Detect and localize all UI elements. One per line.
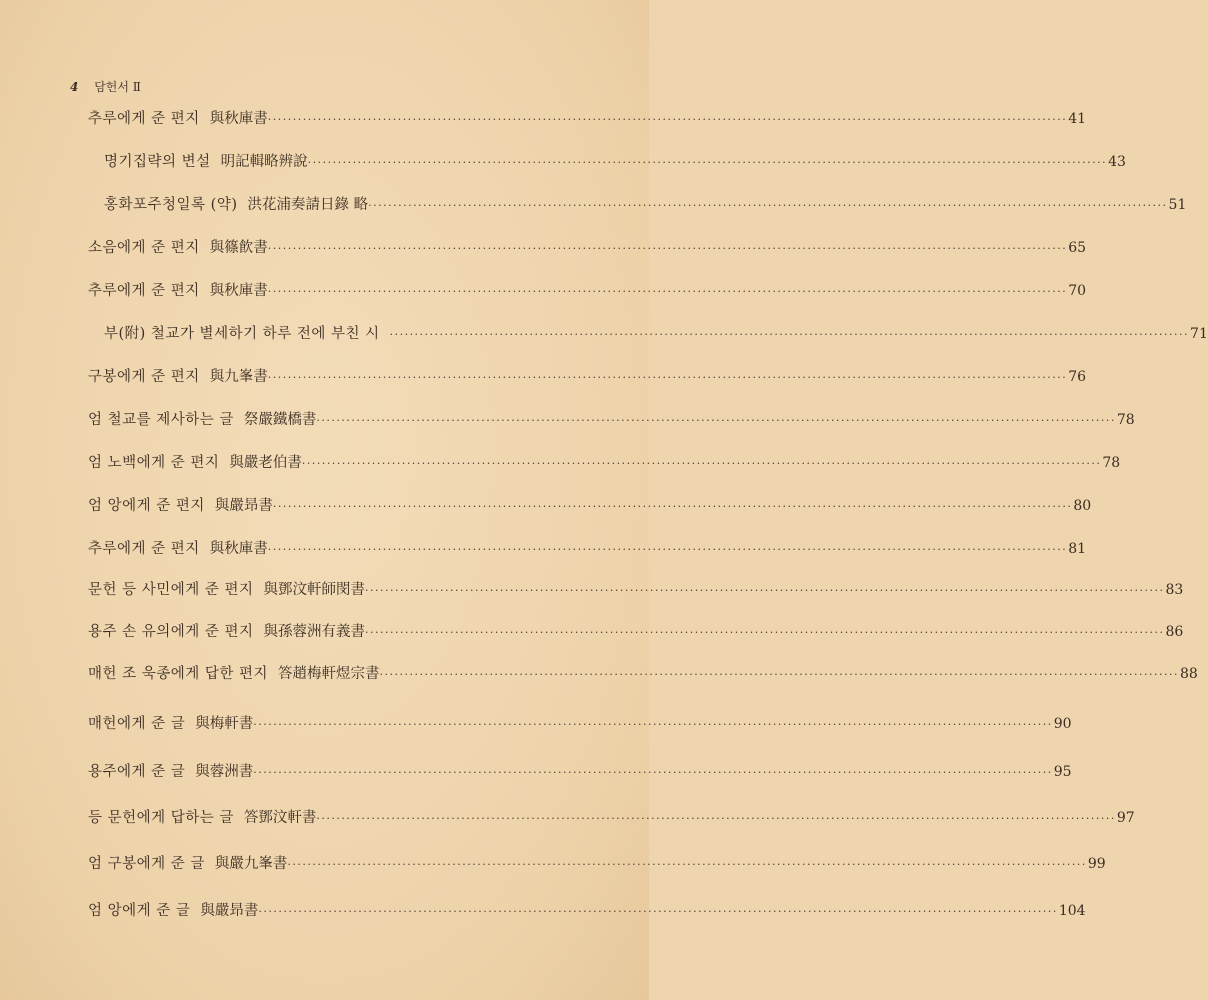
dot-leader: ································································································································································: [272, 500, 1073, 513]
dot-leader: ································································································································································: [258, 905, 1058, 918]
entry-page-number: 43: [1108, 154, 1126, 170]
entry-page-number: 78: [1116, 412, 1135, 428]
dot-leader: ································································································································································: [267, 113, 1068, 126]
entry-korean-title: 구봉에게 준 편지: [88, 369, 200, 385]
entry-korean-title: 엄 앙에게 준 글: [88, 903, 191, 919]
entry-page-number: 81: [1068, 541, 1087, 557]
toc-entry: [88, 662, 1198, 684]
toc-entry: [88, 279, 1087, 301]
entry-hanja-title: 與嚴昻書: [200, 903, 259, 919]
dot-leader: ································································································································································: [365, 584, 1165, 597]
entry-korean-title: 부(附) 철교가 별세하기 하루 전에 부친 시: [104, 326, 380, 342]
entry-page-number: 90: [1053, 716, 1072, 732]
entry-korean-title: 등 문헌에게 답하는 글: [88, 810, 234, 826]
entry-hanja-title: 與孫蓉洲有義書: [263, 624, 366, 640]
entry-korean-title: 엄 철교를 제사하는 글: [88, 412, 234, 428]
entry-korean-title: 용주에게 준 글: [88, 764, 186, 780]
toc-entry: [104, 193, 1187, 215]
entry-hanja-title: 與秋庫書: [209, 283, 268, 299]
entry-page-number: 65: [1068, 240, 1087, 256]
entry-page-number: 104: [1058, 903, 1086, 919]
entry-korean-title: 매헌에게 준 글: [88, 716, 186, 732]
entry-page-number: 95: [1053, 764, 1072, 780]
entry-hanja-title: 與嚴九峯書: [214, 856, 288, 872]
page-number: 4: [70, 80, 79, 94]
entry-hanja-title: 與蓉洲書: [195, 764, 254, 780]
dot-leader: ································································································································································: [316, 414, 1116, 427]
entry-page-number: 97: [1116, 810, 1135, 826]
toc-entry: [88, 578, 1184, 600]
entry-korean-title: 소음에게 준 편지: [88, 240, 200, 256]
entry-korean-title: 명기집략의 변설: [104, 154, 211, 170]
entry-page-number: 71: [1190, 326, 1208, 342]
dot-leader: ································································································································································: [307, 156, 1108, 169]
toc-entry: [88, 365, 1087, 387]
entry-hanja-title: 與秋庫書: [209, 541, 268, 557]
entry-page-number: 86: [1165, 624, 1184, 640]
toc-entry: [88, 712, 1072, 734]
entry-page-number: 70: [1068, 283, 1087, 299]
entry-hanja-title: 與梅軒書: [195, 716, 254, 732]
toc-entry: [88, 494, 1092, 516]
toc-entry: [88, 806, 1135, 828]
entry-page-number: 51: [1168, 197, 1187, 213]
entry-korean-title: 문헌 등 사민에게 준 편지: [88, 582, 254, 598]
toc-entry: [88, 620, 1184, 642]
entry-korean-title: 매헌 조 욱종에게 답한 편지: [88, 666, 269, 682]
dot-leader: ································································································································································: [301, 457, 1102, 470]
dot-leader: ································································································································································: [368, 199, 1168, 212]
dot-leader: ································································································································································: [253, 766, 1053, 779]
entry-korean-title: 추루에게 준 편지: [88, 111, 200, 127]
dot-leader: ································································································································································: [267, 242, 1068, 255]
entry-hanja-title: 與鄧汶軒師閔書: [263, 582, 366, 598]
entry-page-number: 41: [1068, 111, 1087, 127]
entry-hanja-title: 答趙梅軒煜宗書: [278, 666, 380, 682]
dot-leader: ································································································································································: [389, 328, 1190, 341]
entry-korean-title: 엄 구봉에게 준 글: [88, 856, 205, 872]
entry-page-number: 78: [1102, 455, 1121, 471]
entry-korean-title: 엄 노백에게 준 편지: [88, 455, 220, 471]
entry-page-number: 99: [1087, 856, 1106, 872]
dot-leader: ································································································································································: [253, 718, 1053, 731]
dot-leader: ································································································································································: [316, 812, 1116, 825]
entry-hanja-title: 明記輯略辨說: [220, 154, 308, 170]
entry-page-number: 83: [1165, 582, 1184, 598]
entry-korean-title: 홍화포주청일록 (약): [104, 197, 238, 213]
dot-leader: ································································································································································: [267, 543, 1068, 556]
toc-entry: [104, 322, 1208, 344]
entry-page-number: 76: [1068, 369, 1087, 385]
toc-entry: [88, 107, 1087, 129]
toc-entry: [104, 150, 1126, 172]
entry-hanja-title: 與嚴昻書: [214, 498, 273, 514]
dot-leader: ································································································································································: [379, 668, 1179, 681]
toc-entry: [88, 451, 1121, 473]
entry-hanja-title: 祭嚴鐵橋書: [243, 412, 317, 428]
book-title: 담헌서 Ⅱ: [94, 80, 141, 94]
entry-hanja-title: 洪花浦奏請日錄 略: [247, 197, 369, 213]
toc-entry: [88, 408, 1135, 430]
entry-hanja-title: 與嚴老伯書: [229, 455, 302, 471]
entry-hanja-title: 答鄧汶軒書: [243, 810, 317, 826]
toc-entry: [88, 760, 1072, 782]
dot-leader: ································································································································································: [365, 626, 1165, 639]
entry-korean-title: 추루에게 준 편지: [88, 541, 200, 557]
toc-entry: [88, 537, 1087, 559]
toc-entry: [88, 852, 1106, 874]
toc-entry: [88, 236, 1087, 258]
entry-korean-title: 추루에게 준 편지: [88, 283, 200, 299]
dot-leader: ································································································································································: [287, 858, 1087, 871]
entry-korean-title: 엄 앙에게 준 편지: [88, 498, 205, 514]
dot-leader: ································································································································································: [267, 371, 1068, 384]
toc-entry: [88, 899, 1086, 921]
entry-hanja-title: 與秋庫書: [209, 111, 268, 127]
entry-page-number: 88: [1179, 666, 1198, 682]
entry-korean-title: 용주 손 유의에게 준 편지: [88, 624, 254, 640]
entry-hanja-title: 與篠飮書: [209, 240, 268, 256]
entry-hanja-title: 與九峯書: [209, 369, 268, 385]
dot-leader: ································································································································································: [267, 285, 1068, 298]
entry-page-number: 80: [1073, 498, 1092, 514]
